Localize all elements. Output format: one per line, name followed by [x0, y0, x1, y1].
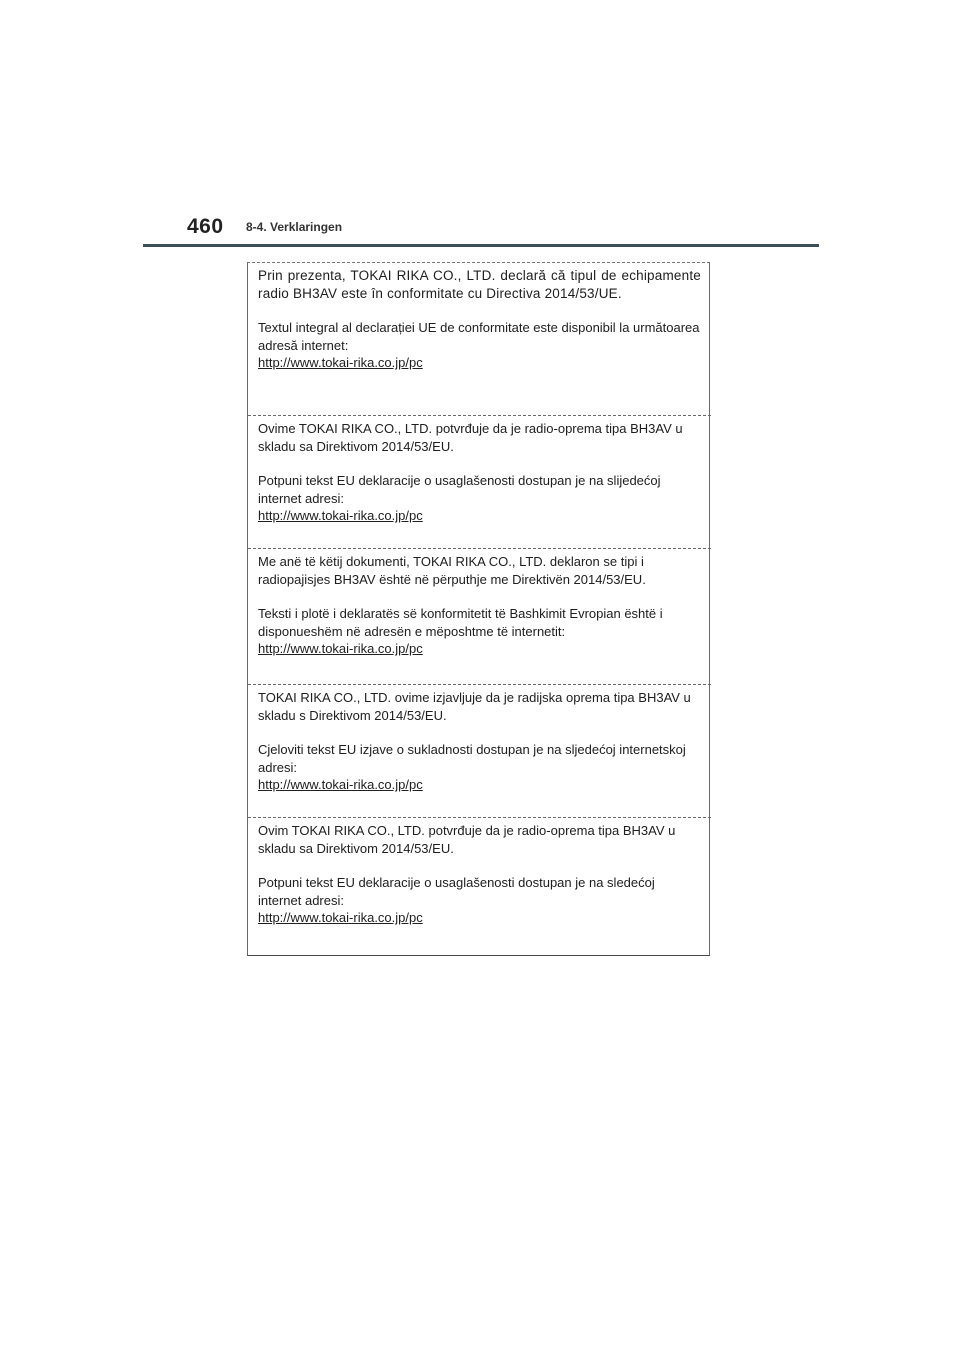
declaration-url-link[interactable]: http://www.tokai-rika.co.jp/pc [258, 508, 423, 523]
declaration-info: Teksti i plotë i deklaratës së konformitetit të Bashkimit Evropian është i disponueshëm në adresën e mëposhtme të internetit: [258, 606, 663, 639]
declaration-statement: Ovim TOKAI RIKA CO., LTD. potvrđuje da je radio-oprema tipa BH3AV u skladu sa Direktivom 2014/53/EU. [258, 823, 676, 856]
declaration-info: Textul integral al declarației UE de conformitate este disponibil la următoarea adresă internet: [258, 320, 700, 353]
declaration-url-link[interactable]: http://www.tokai-rika.co.jp/pc [258, 910, 423, 925]
declaration-statement: TOKAI RIKA CO., LTD. ovime izjavljuje da je radijska oprema tipa BH3AV u skladu s Direktivom 2014/53/EU. [258, 690, 691, 723]
declaration-info: Potpuni tekst EU deklaracije o usaglašenosti dostupan je na sledećoj internet adresi: [258, 875, 655, 908]
declaration-info: Cjeloviti tekst EU izjave o sukladnosti dostupan je na sljedećoj internetskoj adresi: [258, 742, 686, 775]
declaration-url-link[interactable]: http://www.tokai-rika.co.jp/pc [258, 355, 423, 370]
declaration-statement: Me anë të këtij dokumenti, TOKAI RIKA CO., LTD. deklaron se tipi i radiopajisjes BH3AV është në përputhje me Direktivën 2014/53/EU. [258, 554, 646, 587]
declaration-statement: Prin prezenta, TOKAI RIKA CO., LTD. declară că tipul de echipamente radio BH3AV este în conformitate cu Directiva 2014/53/UE. [258, 268, 701, 301]
header-divider [143, 244, 819, 247]
declaration-statement: Ovime TOKAI RIKA CO., LTD. potvrđuje da je radio-oprema tipa BH3AV u skladu sa Direktivom 2014/53/EU. [258, 421, 683, 454]
page-number: 460 [187, 215, 224, 238]
declaration-serbian [248, 817, 711, 927]
declaration-romanian [248, 267, 711, 372]
declaration-bosnian [248, 415, 711, 525]
declaration-url-link[interactable]: http://www.tokai-rika.co.jp/pc [258, 641, 423, 656]
declaration-albanian [248, 548, 711, 658]
declarations-box [247, 262, 710, 956]
section-title: 8-4. Verklaringen [246, 220, 343, 234]
declaration-url-link[interactable]: http://www.tokai-rika.co.jp/pc [258, 777, 423, 792]
declaration-croatian [248, 684, 711, 794]
declaration-info: Potpuni tekst EU deklaracije o usaglašenosti dostupan je na slijedećoj internet adresi: [258, 473, 661, 506]
page-header [0, 0, 960, 250]
